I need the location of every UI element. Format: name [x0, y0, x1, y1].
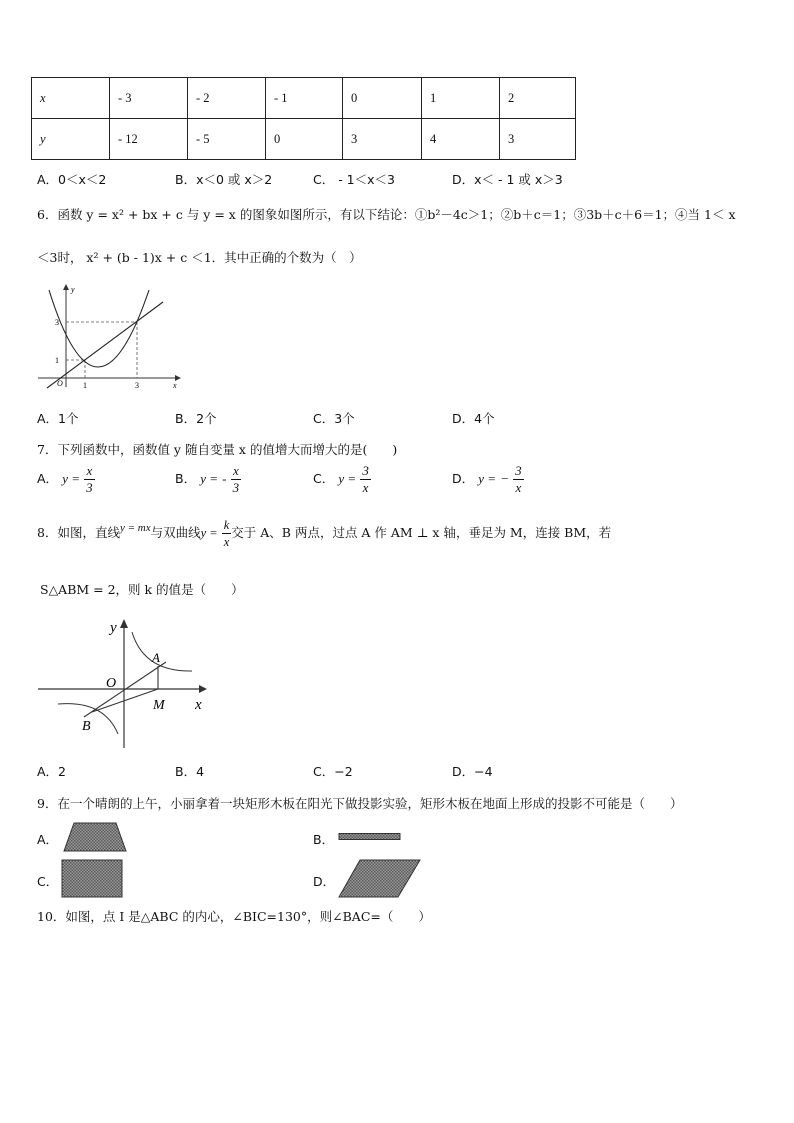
table-cell: y — [32, 119, 110, 160]
table-cell: - 12 — [110, 119, 188, 160]
q6-graph — [35, 282, 185, 392]
table-cell: 1 — [422, 78, 500, 119]
label-origin: O — [57, 379, 63, 388]
table-cell: - 5 — [188, 119, 266, 160]
q9-shape-parallelogram — [338, 859, 422, 899]
q6-option-a: A．1个 — [37, 411, 79, 426]
table-cell: - 2 — [188, 78, 266, 119]
q8-option-d: D．−4 — [452, 764, 493, 779]
q6-stem-line2: ＜3时， x² + (b - 1)x + c ＜1．其中正确的个数为（ ） — [37, 250, 362, 265]
q6-option-d: D．4个 — [452, 411, 495, 426]
label-1y: 1 — [55, 356, 59, 365]
y-axis-arrow — [120, 619, 128, 628]
q9-shape-rectangle — [61, 859, 125, 899]
label-1x: 1 — [83, 381, 87, 390]
label-m: M — [153, 698, 165, 713]
line-y-equals-x — [47, 302, 163, 388]
x-axis-arrow — [199, 685, 207, 693]
table-cell: - 1 — [266, 78, 343, 119]
table-cell: 3 — [343, 119, 422, 160]
table-cell: 2 — [500, 78, 576, 119]
label-y: y — [110, 620, 117, 636]
table-row — [32, 119, 576, 160]
q5-option-c: C． - 1＜x＜3 — [313, 172, 395, 187]
q8-option-a: A．2 — [37, 764, 67, 779]
q5-option-a: A．0＜x＜2 — [37, 172, 107, 187]
xy-table — [31, 77, 576, 160]
table-cell: 4 — [422, 119, 500, 160]
label-b: B — [82, 719, 91, 734]
table-row — [32, 78, 576, 119]
parabola — [49, 290, 149, 367]
q7-option-d: D． y = − $\frac{3}{x}$ — [452, 463, 522, 495]
q8-option-b: B．4 — [175, 764, 205, 779]
q9-label-a: A． — [37, 832, 59, 847]
q6-option-c: C．3个 — [313, 411, 355, 426]
q9-label-d: D． — [313, 874, 336, 889]
label-o: O — [106, 676, 117, 691]
q5-option-b: B．x＜0 或 x＞2 — [175, 172, 273, 187]
q5-option-d: D．x＜ - 1 或 x＞3 — [452, 172, 563, 187]
label-y: y — [71, 285, 75, 294]
table-cell: 0 — [343, 78, 422, 119]
table-cell: x — [32, 78, 110, 119]
q8-stem-line2: S△ABM = 2，则 k 的值是（ ） — [40, 582, 244, 597]
q8-option-c: C．−2 — [313, 764, 353, 779]
q7-option-b: B． y = - $\frac{x}{3}$ — [175, 463, 240, 495]
table-cell: 3 — [500, 119, 576, 160]
q9-label-c: C． — [37, 874, 59, 889]
q9-shape-thin-rectangle — [338, 832, 402, 842]
segment-bm — [92, 689, 158, 712]
q6-stem-line1: 6．函数 y = x² + bx + c 与 y = x 的图象如图所示，有以下结论：①b²－4c＞1；②b＋c＝1；③3b＋c＋6＝1；④当 1＜ x — [37, 207, 736, 222]
q9-shape-trapezoid — [62, 822, 128, 852]
label-a: A — [152, 650, 160, 665]
q7-option-c: C． y = $\frac{3}{x}$ — [313, 463, 369, 495]
q7-option-a: A． y = $\frac{x}{3}$ — [37, 463, 93, 495]
label-x: x — [195, 697, 202, 713]
q7-stem: 7．下列函数中，函数值 y 随自变量 x 的值增大而增大的是( ) — [37, 442, 398, 457]
y-axis-arrow — [63, 284, 69, 290]
table-cell: 0 — [266, 119, 343, 160]
q6-option-b: B．2个 — [175, 411, 217, 426]
label-3y: 3 — [55, 318, 59, 327]
q9-stem: 9．在一个晴朗的上午，小丽拿着一块矩形木板在阳光下做投影实验，矩形木板在地面上形成的投影不可能是（ ） — [37, 796, 683, 811]
q8-graph — [36, 614, 216, 754]
label-x: x — [173, 381, 177, 390]
q8-stem-line1: 8．如图，直线y = mx与双曲线y = $\frac{k}{x}$ 交于 A、B 两点，过点 A 作 AM ⊥ x 轴，垂足为 M，连接 BM，若 — [37, 518, 612, 549]
label-3x: 3 — [135, 381, 139, 390]
table-cell: - 3 — [110, 78, 188, 119]
q10-stem: 10．如图，点 I 是△ABC 的内心，∠BIC=130°，则∠BAC=（ ） — [37, 909, 431, 924]
q9-label-b: B． — [313, 832, 335, 847]
